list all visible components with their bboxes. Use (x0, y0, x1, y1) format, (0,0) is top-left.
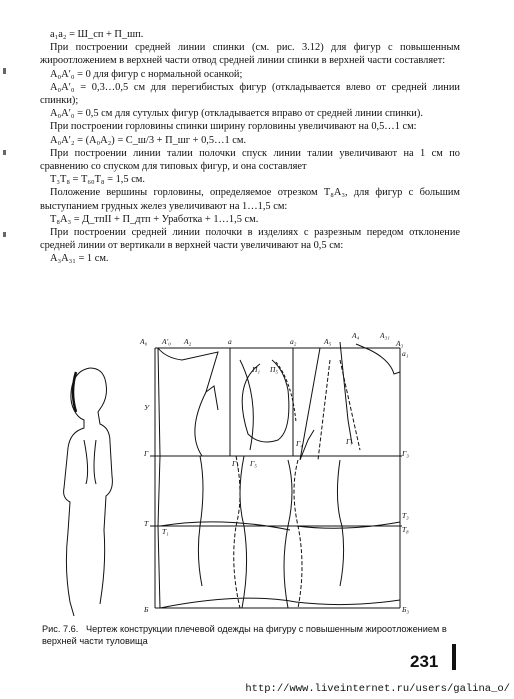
front-piece (296, 342, 400, 605)
scan-mark (3, 150, 6, 155)
pattern-figure (40, 320, 470, 620)
label-A0: А₀ (140, 337, 148, 346)
label-U: У (144, 403, 150, 412)
formula: Т₃Т₈ = Т₆₀Т₈ = 1,5 см. (50, 174, 145, 186)
paragraph: При построении линии талии полочки спуск линии талии увеличивают на 1 см по сравнению со спуском для типовых фигур, и она составляет (40, 147, 460, 173)
label-P1: П₁ (252, 365, 261, 374)
label-B: Б (144, 605, 149, 614)
label-T3: Т₃ (402, 511, 409, 520)
label-A4: А₄ (352, 331, 360, 340)
label-T8: Т₈ (402, 525, 409, 534)
label-a2: а₂ (290, 337, 297, 346)
pattern-drawing (40, 320, 470, 620)
paragraph: А₀А′₀ = 0,5 см для сутулых фигур (откладывается вправо от средней линии спинки). (50, 108, 423, 120)
label-P5: П₅ (270, 365, 279, 374)
side-seams (198, 456, 343, 608)
formula: Т₈А₃ = Д_тпII + П_дтп + Уработка + 1…1,5 см. (50, 213, 259, 225)
source-url[interactable]: http://www.liveinternet.ru/users/galina_o/ (245, 683, 510, 695)
label-A0p: А′₀ (162, 337, 171, 346)
label-A3: А₃ (396, 339, 404, 348)
figure-caption (42, 624, 462, 647)
paragraph: a₁a₂ = Ш_сп + П_шп. (50, 29, 144, 40)
label-a: а (228, 337, 232, 346)
label-A2: А₂ (184, 337, 192, 346)
label-G5: Г₅ (250, 459, 257, 468)
paragraph: При построении средней линии спинки (см. рис. 3.12) для фигур с повышенным жироотложением в верхней части отвод средней линии спинки в верхней части составляет: (40, 42, 460, 67)
label-A5: А₅ (324, 337, 332, 346)
body-text (40, 28, 460, 266)
label-G4: Г₄ (296, 439, 303, 448)
caption-label: Рис. 7.6. (42, 624, 79, 634)
formula: А₃А₃₁ = 1 см. (50, 253, 109, 265)
paragraph: Положение вершины горловины, определяемое отрезком Т₈А₃, для фигур с большим выступанием грудных желез увеличивают на 1…1,5 см: (40, 187, 460, 212)
back-piece (158, 348, 296, 608)
figure-silhouette (64, 368, 113, 616)
scan-mark (3, 68, 6, 74)
label-G3: Г₃ (402, 449, 409, 458)
page-number-bar (452, 644, 456, 670)
label-a1: а₁ (402, 349, 409, 358)
label-A31: А₃₁ (380, 331, 390, 340)
label-B3: Б₃ (402, 605, 410, 614)
label-G7: Г₇ (346, 437, 353, 446)
paragraph: А₀А′₀ = 0 для фигур с нормальной осанкой; (50, 68, 243, 80)
paragraph: А₀А′₀ = 0,3…0,5 см для перегибистых фигур (откладывается влево от средней линии спинки); (40, 81, 460, 107)
label-G: Г (144, 449, 149, 458)
page-number: 231 (410, 652, 439, 671)
caption-text: Чертеж конструкции плечевой одежды на фигуру с повышенным жироотложением в верхней части туловища (42, 624, 447, 646)
label-T1: Т₁ (162, 527, 169, 536)
scan-mark (3, 232, 6, 237)
label-G1: Г₁ (232, 459, 239, 468)
label-T: Т (144, 519, 149, 528)
paragraph: При построении средней линии полочки в изделиях с разрезным передом отклонение средней линии от вертикали в верхней части увеличивают на 0,5 см: (40, 227, 460, 252)
formula: А₀А′₂ = (А₀А₂) = С_ш/3 + П_шг + 0,5…1 см. (50, 134, 247, 146)
construction-frame (150, 348, 402, 608)
paragraph: При построении горловины спинки ширину горловины увеличивают на 0,5…1 см: (50, 121, 417, 133)
